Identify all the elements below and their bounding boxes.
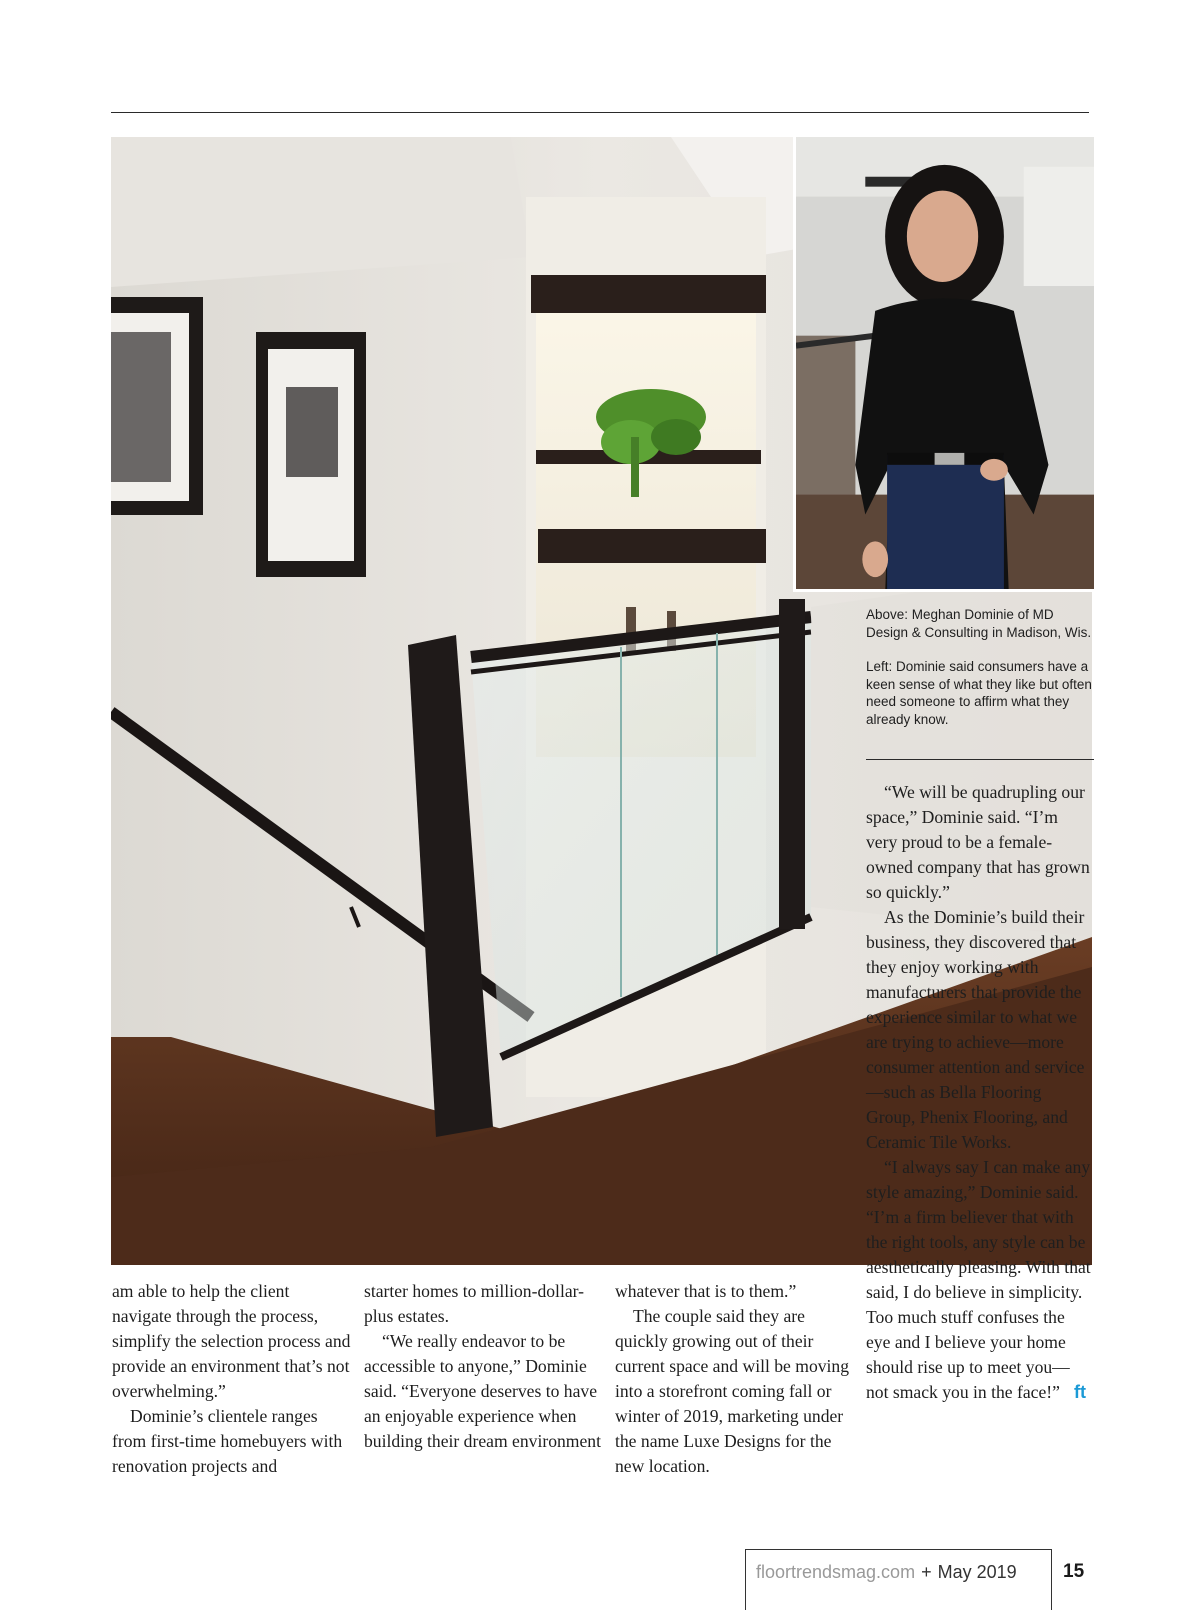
- caption-rule: [866, 759, 1094, 760]
- article-column-2: [364, 1279, 604, 1454]
- paragraph: starter homes to million-dollar-plus estates.: [364, 1281, 585, 1326]
- article-column-3: [615, 1279, 855, 1479]
- paragraph: “We really endeavor to be accessible to anyone,” Dominie said. “Everyone deserves to have an enjoyable experience when building their dream environment: [364, 1331, 601, 1451]
- footer-separator: +: [921, 1562, 932, 1582]
- article-column-4: [866, 780, 1092, 1405]
- footer-date: May 2019: [937, 1562, 1017, 1582]
- paragraph: As the Dominie’s build their business, they discovered that they enjoy working with manufacturers that provide the experience similar to what we are trying to achieve—more consumer attention and service—such as Bella Flooring Group, Phenix Flooring, and Ceramic Tile Works.: [866, 907, 1085, 1152]
- top-rule: [111, 112, 1089, 113]
- paragraph: [866, 1155, 1092, 1405]
- end-mark: ft: [1073, 1382, 1086, 1402]
- paragraph-text: “I always say I can make any style amazing,” Dominie said. “I’m a firm believer that with the right tools, any style can be aesthetically pleasing. With that said, I do believe in simplicity. Too much stuff confuses the eye and I believe your home should rise up to meet you—not smack you in the face!”: [866, 1157, 1091, 1402]
- article-column-1: [112, 1279, 352, 1479]
- paragraph: “We will be quadrupling our space,” Dominie said. “I’m very proud to be a female-owned company that has grown so quickly.”: [866, 782, 1090, 902]
- paragraph: Dominie’s clientele ranges from first-time homebuyers with renovation projects and: [112, 1406, 343, 1476]
- paragraph: The couple said they are quickly growing out of their current space and will be moving into a storefront coming fall or winter of 2019, marketing under the name Luxe Designs for the new location.: [615, 1306, 850, 1476]
- portrait-photo: [793, 137, 1094, 592]
- page-number: 15: [1063, 1561, 1085, 1582]
- photo-captions: [866, 606, 1092, 728]
- paragraph: whatever that is to them.”: [615, 1281, 797, 1301]
- caption-left: Left: Dominie said consumers have a keen sense of what they like but often need someone to affirm what they already know.: [866, 659, 1092, 727]
- footer-site: floortrendsmag.com: [756, 1562, 916, 1582]
- paragraph: am able to help the client navigate through the process, simplify the selection process and provide an environment that’s not overwhelming.”: [112, 1281, 351, 1401]
- caption-above: Above: Meghan Dominie of MD Design & Consulting in Madison, Wis.: [866, 607, 1092, 640]
- footer-folio: [756, 1562, 1017, 1583]
